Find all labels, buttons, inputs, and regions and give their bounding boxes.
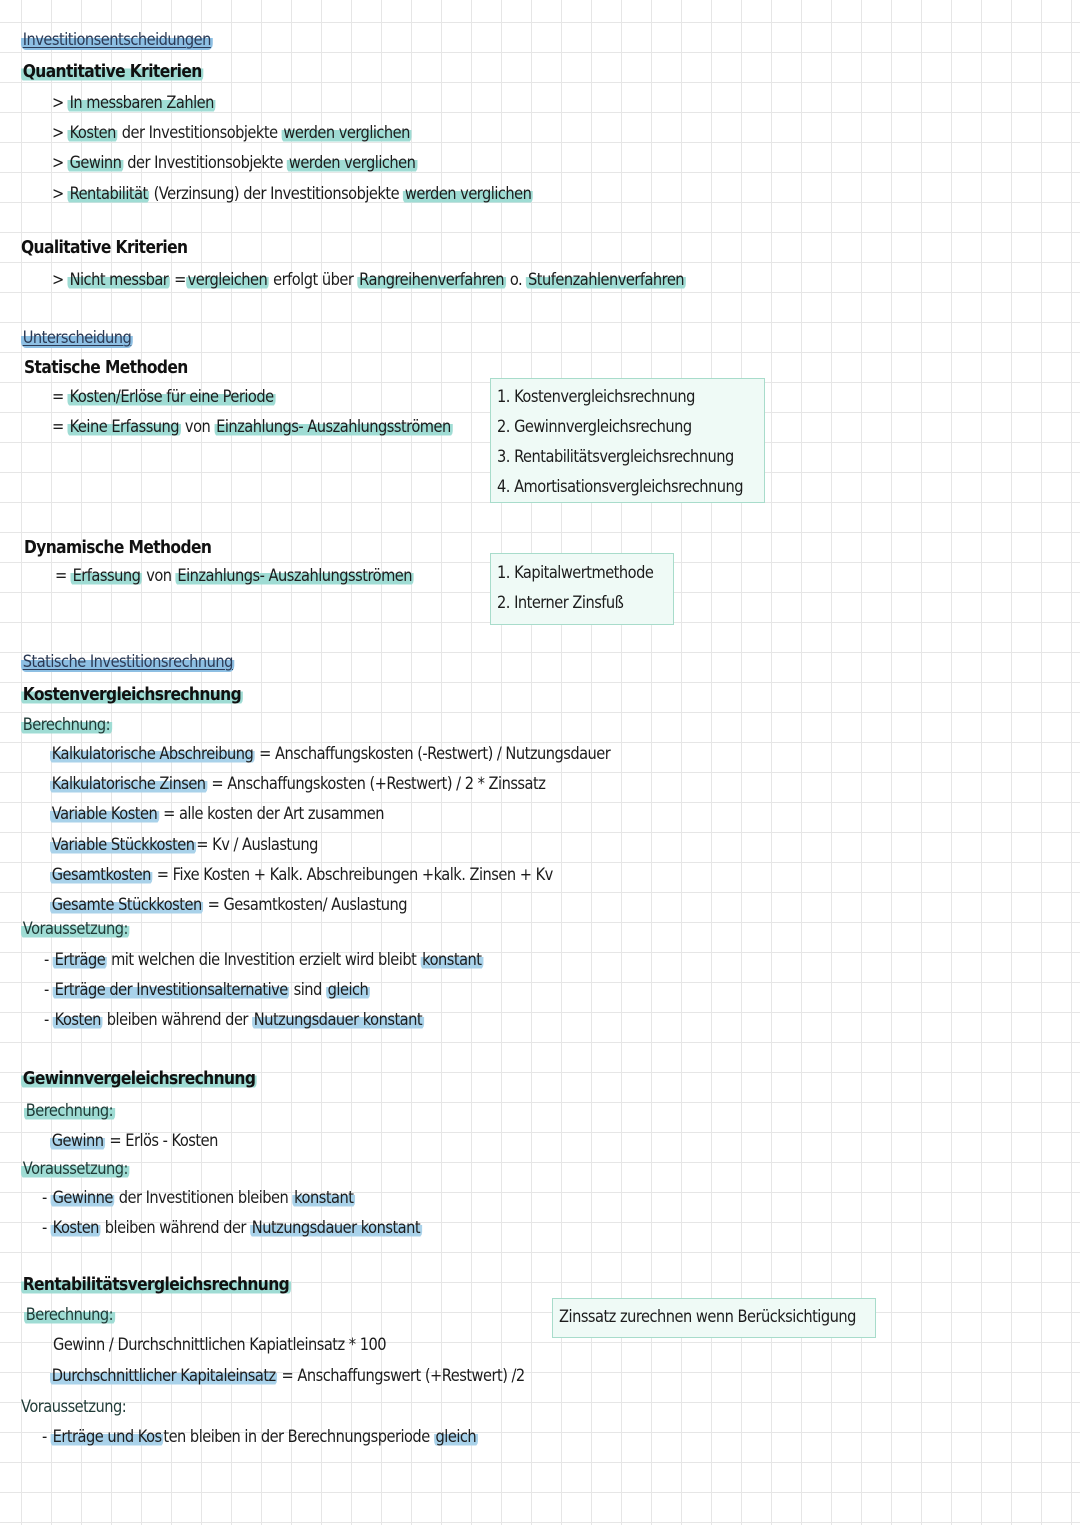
- highlight-text: Erträge und Kos: [52, 1427, 162, 1447]
- formula-line: [53, 1334, 386, 1356]
- highlight-text: Variable Kosten: [51, 804, 158, 824]
- bullet-prefix: >: [52, 93, 68, 113]
- profit-comparison-heading: [21, 1067, 257, 1091]
- calculation-label-text: Berechnung:: [25, 1305, 114, 1325]
- page-title: [21, 29, 213, 51]
- prerequisite-label-text: Voraussetzung:: [22, 919, 128, 939]
- highlight-text: Kosten: [54, 1010, 101, 1030]
- formula-line: [50, 834, 318, 856]
- dynamic-methods-heading: [24, 536, 211, 560]
- dash-prefix: -: [44, 1010, 53, 1030]
- condition-line: [44, 979, 370, 1001]
- highlight-text: Durchschnittlicher Kapitaleinsatz: [51, 1366, 276, 1386]
- prerequisite-label-text: Voraussetzung:: [21, 1397, 127, 1417]
- note-text: Zinssatz zurechnen wenn Berücksichtigung: [559, 1307, 856, 1327]
- page-title-text: Investitionsentscheidungen: [22, 30, 211, 50]
- highlight-text: Kalkulatorische Abschreibung: [51, 744, 254, 764]
- plain-text: mit welchen die Investition erzielt wird bleibt: [106, 950, 421, 970]
- plain-text: = Erlös - Kosten: [105, 1131, 218, 1151]
- highlight-text: Gesamtkosten: [51, 865, 151, 885]
- unterscheidung-title: [21, 327, 133, 349]
- highlight-text: Einzahlungs- Auszahlungsströmen: [216, 417, 451, 437]
- formula-line: [50, 894, 407, 916]
- plain-text: ten bleiben in der Berechnungsperiode: [163, 1427, 434, 1447]
- prerequisite-label-text: Voraussetzung:: [22, 1159, 128, 1179]
- quantitative-item: [52, 92, 216, 114]
- condition-line: [42, 1187, 355, 1209]
- unterscheidung-title-text: Unterscheidung: [22, 328, 132, 348]
- calculation-label: [21, 714, 112, 736]
- bullet-prefix: >: [52, 184, 68, 204]
- highlight-text: konstant: [422, 950, 482, 970]
- cost-comparison-heading-text: Kostenvergleichsrechnung: [22, 684, 242, 705]
- highlight-text: Kosten: [52, 1218, 99, 1238]
- plain-text: erfolgt über: [269, 270, 358, 290]
- dynamic-methods-box: [490, 553, 674, 625]
- static-investment-title-text: Statische Investitionsrechnung: [22, 652, 233, 672]
- static-methods-heading: [24, 356, 188, 380]
- plain-text: = Fixe Kosten + Kalk. Abschreibungen +kalk. Zinsen + Kv: [152, 865, 553, 885]
- bullet-prefix: >: [52, 153, 68, 173]
- plain-text: Gewinn / Durchschnittlichen Kapiatleinsatz * 100: [53, 1335, 387, 1355]
- static-line: [52, 386, 275, 408]
- highlight-text: vergleichen: [187, 270, 268, 290]
- highlight-text: gleich: [435, 1427, 477, 1447]
- prerequisite-label: [21, 1396, 126, 1418]
- highlight-text: werden verglichen: [288, 153, 416, 173]
- box-item: 4. Amortisationsvergleichsrechnung: [497, 477, 744, 497]
- calculation-label-text: Berechnung:: [25, 1101, 114, 1121]
- box-item: 1. Kapitalwertmethode: [497, 563, 654, 583]
- dash-prefix: -: [42, 1218, 51, 1238]
- highlight-text: Erträge der Investitionsalternative: [54, 980, 288, 1000]
- calculation-label: [24, 1100, 115, 1122]
- dash-prefix: -: [44, 980, 53, 1000]
- plain-text: = Kv / Auslastung: [196, 835, 318, 855]
- cost-comparison-heading: [21, 683, 243, 707]
- highlight-text: werden verglichen: [283, 123, 410, 143]
- plain-text: = alle kosten der Art zusammen: [158, 804, 384, 824]
- profitability-comparison-heading-text: Rentabilitätsvergleichsrechnung: [22, 1274, 290, 1295]
- highlight-text: Nutzungsdauer konstant: [251, 1218, 421, 1238]
- highlight-text: Keine Erfassung: [69, 417, 180, 437]
- dash-prefix: -: [42, 1427, 51, 1447]
- formula-line: [50, 743, 610, 765]
- box-item: 3. Rentabilitätsvergleichsrechnung: [497, 447, 734, 467]
- interest-note-box: [552, 1298, 876, 1338]
- plain-text: von: [180, 417, 215, 437]
- plain-text: = Anschaffungskosten (-Restwert) / Nutzungsdauer: [255, 744, 611, 764]
- quantitative-item: [52, 122, 412, 144]
- quantitative-item: [52, 183, 533, 205]
- plain-text: von: [142, 566, 176, 586]
- highlight-text: Gesamte Stückkosten: [51, 895, 202, 915]
- plain-text: der Investitionsobjekte: [123, 153, 288, 173]
- highlight-text: werden verglichen: [404, 184, 532, 204]
- qualitative-item: [52, 269, 686, 291]
- highlight-text: Einzahlungs- Auszahlungsströmen: [177, 566, 413, 586]
- static-line: [52, 416, 452, 438]
- dynamic-line: [55, 565, 414, 587]
- plain-text: der Investitionen bleiben: [114, 1188, 293, 1208]
- highlight-text: gleich: [327, 980, 369, 1000]
- profit-comparison-heading-text: Gewinnvergeleichsrechnung: [22, 1068, 256, 1089]
- prerequisite-label: [21, 918, 130, 940]
- highlight-text: Rentabilität: [69, 184, 148, 204]
- condition-line: [42, 1426, 478, 1448]
- equals-prefix: =: [52, 387, 68, 407]
- highlight-text: Gewinne: [52, 1188, 113, 1208]
- highlight-text: Kalkulatorische Zinsen: [51, 774, 206, 794]
- highlight-text: Nicht messbar: [69, 270, 169, 290]
- condition-line: [44, 1009, 424, 1031]
- box-item: 1. Kostenvergleichsrechnung: [497, 387, 695, 407]
- plain-text: der Investitionsobjekte: [117, 123, 282, 143]
- highlight-text: Stufenzahlenverfahren: [527, 270, 685, 290]
- quantitative-heading: [21, 60, 203, 84]
- highlight-text: Variable Stückkosten: [51, 835, 195, 855]
- formula-line: [50, 864, 553, 886]
- box-item: 2. Gewinnvergleichsrechung: [497, 417, 692, 437]
- highlight-text: Rangreihenverfahren: [359, 270, 504, 290]
- dash-prefix: -: [44, 950, 53, 970]
- profitability-comparison-heading: [21, 1273, 291, 1297]
- calculation-label: [24, 1304, 115, 1326]
- highlight-text: In messbaren Zahlen: [69, 93, 214, 113]
- dynamic-methods-heading-text: Dynamische Methoden: [24, 537, 212, 558]
- highlight-text: Erfassung: [72, 566, 141, 586]
- formula-line: [50, 1365, 525, 1387]
- plain-text: bleiben während der: [100, 1218, 251, 1238]
- plain-text: sind: [289, 980, 326, 1000]
- highlight-text: Erträge: [54, 950, 106, 970]
- quantitative-heading-text: Quantitative Kriterien: [22, 61, 202, 82]
- plain-text: = Anschaffungskosten (+Restwert) / 2 * Zinssatz: [207, 774, 546, 794]
- condition-line: [42, 1217, 422, 1239]
- static-methods-box: [490, 378, 765, 503]
- qualitative-heading: [21, 236, 187, 260]
- qualitative-heading-text: Qualitative Kriterien: [21, 237, 188, 258]
- static-investment-title: [21, 651, 235, 673]
- static-methods-heading-text: Statische Methoden: [24, 357, 188, 378]
- prerequisite-label: [21, 1158, 130, 1180]
- condition-line: [44, 949, 483, 971]
- formula-line: [50, 773, 545, 795]
- quantitative-item: [52, 152, 417, 174]
- highlight-text: Gewinn: [51, 1131, 104, 1151]
- plain-text: o.: [505, 270, 527, 290]
- formula-line: [50, 803, 384, 825]
- plain-text: (Verzinsung) der Investitionsobjekte: [149, 184, 404, 204]
- equals-prefix: =: [55, 566, 71, 586]
- dash-prefix: -: [42, 1188, 51, 1208]
- formula-line: [50, 1130, 218, 1152]
- plain-text: =: [170, 270, 186, 290]
- plain-text: = Anschaffungswert (+Restwert) /2: [277, 1366, 525, 1386]
- plain-text: bleiben während der: [102, 1010, 253, 1030]
- highlight-text: Kosten/Erlöse für eine Periode: [69, 387, 274, 407]
- calculation-label-text: Berechnung:: [22, 715, 111, 735]
- bullet-prefix: >: [52, 270, 68, 290]
- plain-text: = Gesamtkosten/ Auslastung: [203, 895, 408, 915]
- box-item: 2. Interner Zinsfuß: [497, 593, 624, 613]
- highlight-text: Gewinn: [69, 153, 122, 173]
- highlight-text: Kosten: [69, 123, 116, 143]
- equals-prefix: =: [52, 417, 68, 437]
- bullet-prefix: >: [52, 123, 68, 143]
- highlight-text: Nutzungsdauer konstant: [253, 1010, 423, 1030]
- highlight-text: konstant: [294, 1188, 354, 1208]
